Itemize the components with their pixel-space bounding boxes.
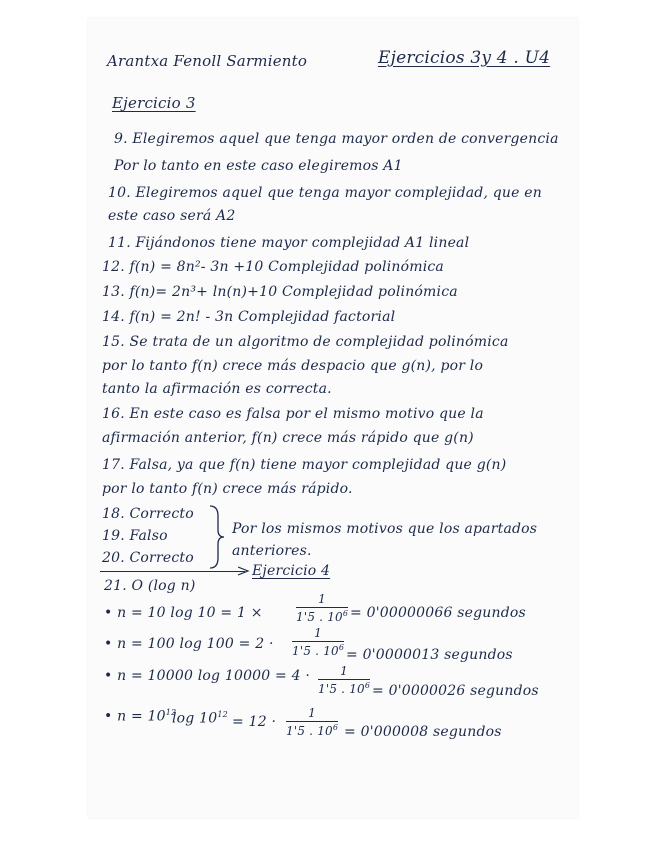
curly-brace-icon	[206, 504, 228, 570]
brace-note-line-2: anteriores.	[232, 543, 312, 559]
line-15c: tanto la afirmación es correcta.	[102, 381, 332, 397]
line-11: 11. Fijándonos tiene mayor complejidad A1 lineal	[108, 235, 470, 251]
line-9b: Por lo tanto en este caso elegiremos A1	[114, 158, 403, 174]
brace-note-line-1: Por los mismos motivos que los apartados	[232, 521, 538, 537]
line-20: 20. Correcto	[102, 550, 194, 566]
calc-4-rhs: = 0'000008 segundos	[344, 724, 502, 740]
line-12: 12. f(n) = 8n²- 3n +10 Complejidad polinómica	[102, 259, 444, 275]
arrow-icon	[238, 566, 250, 576]
exercise-3-title: Ejercicio 3	[112, 94, 196, 112]
calc-1-fraction: 1 1'5 . $10^6$	[296, 592, 349, 624]
line-16b: afirmación anterior, f(n) crece más rápido que g(n)	[102, 430, 474, 446]
author-name: Arantxa Fenoll Sarmiento	[107, 52, 308, 70]
calc-4-eq: = 12 ·	[232, 714, 277, 730]
calc-3-fraction: 1 1'5 . $10^6$	[318, 664, 371, 696]
exercise-4-title: Ejercicio 4	[252, 563, 331, 579]
calc-4-n: • $n = 10^{12}$	[104, 708, 177, 725]
line-15a: 15. Se trata de un algoritmo de complejidad polinómica	[102, 334, 509, 350]
line-19: 19. Falso	[102, 528, 168, 544]
page-title: Ejercicios 3y 4 . U4	[378, 48, 551, 68]
line-17b: por lo tanto f(n) crece más rápido.	[102, 481, 353, 497]
line-21: 21. O (log n)	[104, 578, 196, 594]
calc-1-rhs: = 0'00000066 segundos	[350, 605, 526, 621]
calc-2-lhs: • n = 100 log 100 = 2 ·	[104, 636, 274, 652]
calc-3-lhs: • n = 10000 log 10000 = 4 ·	[104, 668, 311, 684]
line-9a: 9. Elegiremos aquel que tenga mayor orden de convergencia	[114, 131, 559, 147]
line-14: 14. f(n) = 2n! - 3n Complejidad factorial	[102, 309, 396, 325]
line-10b: este caso será A2	[108, 208, 236, 224]
calc-3-rhs: = 0'0000026 segundos	[372, 683, 539, 699]
line-13: 13. f(n)= 2n³+ ln(n)+10 Complejidad polinómica	[102, 284, 458, 300]
line-10a: 10. Elegiremos aquel que tenga mayor complejidad, que en	[108, 185, 542, 201]
calc-4-fraction: 1 1'5 . $10^6$	[286, 706, 339, 738]
line-17a: 17. Falsa, ya que f(n) tiene mayor complejidad que g(n)	[102, 457, 507, 473]
calc-1-lhs: • n = 10 log 10 = 1 ×	[104, 605, 263, 621]
calc-4-log: $\log 10^{12}$	[172, 710, 228, 727]
calc-2-fraction: 1 1'5 . $10^6$	[292, 626, 345, 658]
line-16a: 16. En este caso es falsa por el mismo motivo que la	[102, 406, 484, 422]
line-15b: por lo tanto f(n) crece más despacio que g(n), por lo	[102, 358, 484, 374]
calc-2-rhs: = 0'0000013 segundos	[346, 647, 513, 663]
line-18: 18. Correcto	[102, 506, 194, 522]
divider-line	[100, 571, 245, 572]
